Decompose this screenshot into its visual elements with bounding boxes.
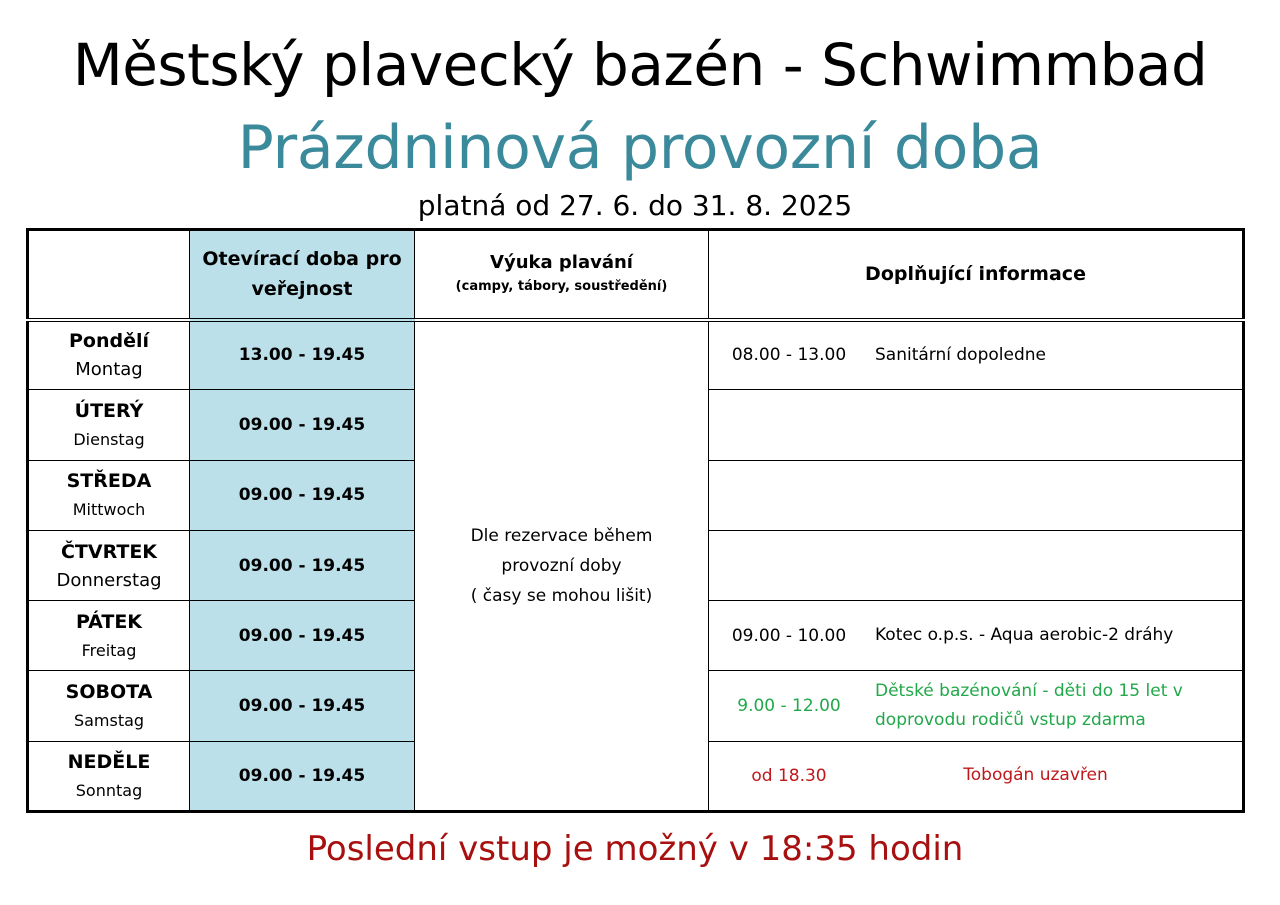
lesson-text-line1: Dle rezervace během: [470, 525, 653, 546]
schedule-table: [26, 228, 1245, 813]
info-text-line2: doprovodu rodičů vstup zdarma: [875, 710, 1146, 731]
header-lessons-sub: (campy, tábory, soustředění): [455, 279, 668, 295]
day-cell: [28, 320, 190, 390]
day-name-cz: STŘEDA: [66, 470, 152, 493]
info-cell: [709, 530, 1244, 600]
table-header-row: [28, 230, 1244, 320]
info-time: 9.00 - 12.00: [737, 696, 841, 717]
validity-period: platná od 27. 6. do 31. 8. 2025: [417, 189, 853, 222]
info-time: od 18.30: [751, 765, 827, 786]
opening-hours-cell: 09.00 - 19.45: [190, 390, 415, 460]
info-text: Tobogán uzavřen: [963, 765, 1108, 786]
day-cell: [28, 741, 190, 811]
day-cell: [28, 390, 190, 460]
page-subtitle: Prázdninová provozní doba: [237, 113, 1043, 183]
day-name-de: Dienstag: [73, 429, 145, 449]
opening-hours-cell: 13.00 - 19.45: [190, 320, 415, 390]
header-lessons-title: Výuka plavání: [490, 252, 633, 274]
info-cell: [709, 460, 1244, 530]
day-name-de: Mittwoch: [72, 500, 146, 520]
lesson-text-line2: provozní doby: [501, 555, 622, 576]
info-text: Kotec o.p.s. - Aqua aerobic-2 dráhy: [875, 625, 1174, 646]
header-opening-line1: Otevírací doba pro: [202, 248, 402, 271]
day-name-cz: Pondělí: [68, 330, 150, 353]
lesson-text-line3: ( časy se mohou lišit): [470, 585, 653, 606]
day-name-cz: PÁTEK: [75, 610, 143, 633]
info-time: 09.00 - 10.00: [731, 625, 847, 646]
info-cell: [709, 741, 1244, 811]
header-swimming-lessons: [415, 230, 709, 320]
day-name-de: Samstag: [73, 711, 145, 731]
day-name-de: Montag: [75, 359, 143, 381]
opening-hours-cell: 09.00 - 19.45: [190, 460, 415, 530]
info-cell: [709, 320, 1244, 390]
day-name-cz: ÚTERÝ: [74, 399, 144, 422]
header-additional-info: Doplňující informace: [709, 230, 1244, 320]
day-name-cz: NEDĚLE: [67, 750, 151, 773]
info-text-line1: Dětské bazénování - děti do 15 let v: [875, 681, 1183, 702]
info-cell: [709, 390, 1244, 460]
opening-hours-cell: 09.00 - 19.45: [190, 671, 415, 741]
day-name-cz: ČTVRTEK: [60, 540, 158, 563]
opening-hours-cell: 09.00 - 19.45: [190, 530, 415, 600]
lesson-cell: [415, 320, 709, 812]
info-cell: [709, 601, 1244, 671]
day-name-cz: SOBOTA: [65, 681, 153, 704]
info-time: 08.00 - 13.00: [731, 345, 847, 366]
table-row: [28, 320, 1244, 390]
info-text: [869, 677, 1242, 735]
info-text: Sanitární dopoledne: [875, 344, 1046, 365]
opening-hours-cell: 09.00 - 19.45: [190, 601, 415, 671]
day-cell: [28, 530, 190, 600]
page-title: Městský plavecký bazén - Schwimmbad: [72, 31, 1208, 99]
header-day: [28, 230, 190, 320]
opening-hours-cell: 09.00 - 19.45: [190, 741, 415, 811]
day-name-de: Donnerstag: [56, 569, 162, 591]
day-name-de: Freitag: [81, 640, 137, 660]
header-opening-line2: veřejnost: [251, 278, 353, 301]
last-entry-notice: Poslední vstup je možný v 18:35 hodin: [306, 829, 964, 869]
info-cell: [709, 671, 1244, 741]
day-cell: [28, 460, 190, 530]
day-cell: [28, 601, 190, 671]
day-cell: [28, 671, 190, 741]
day-name-de: Sonntag: [75, 780, 143, 800]
header-opening-hours: [190, 230, 415, 320]
